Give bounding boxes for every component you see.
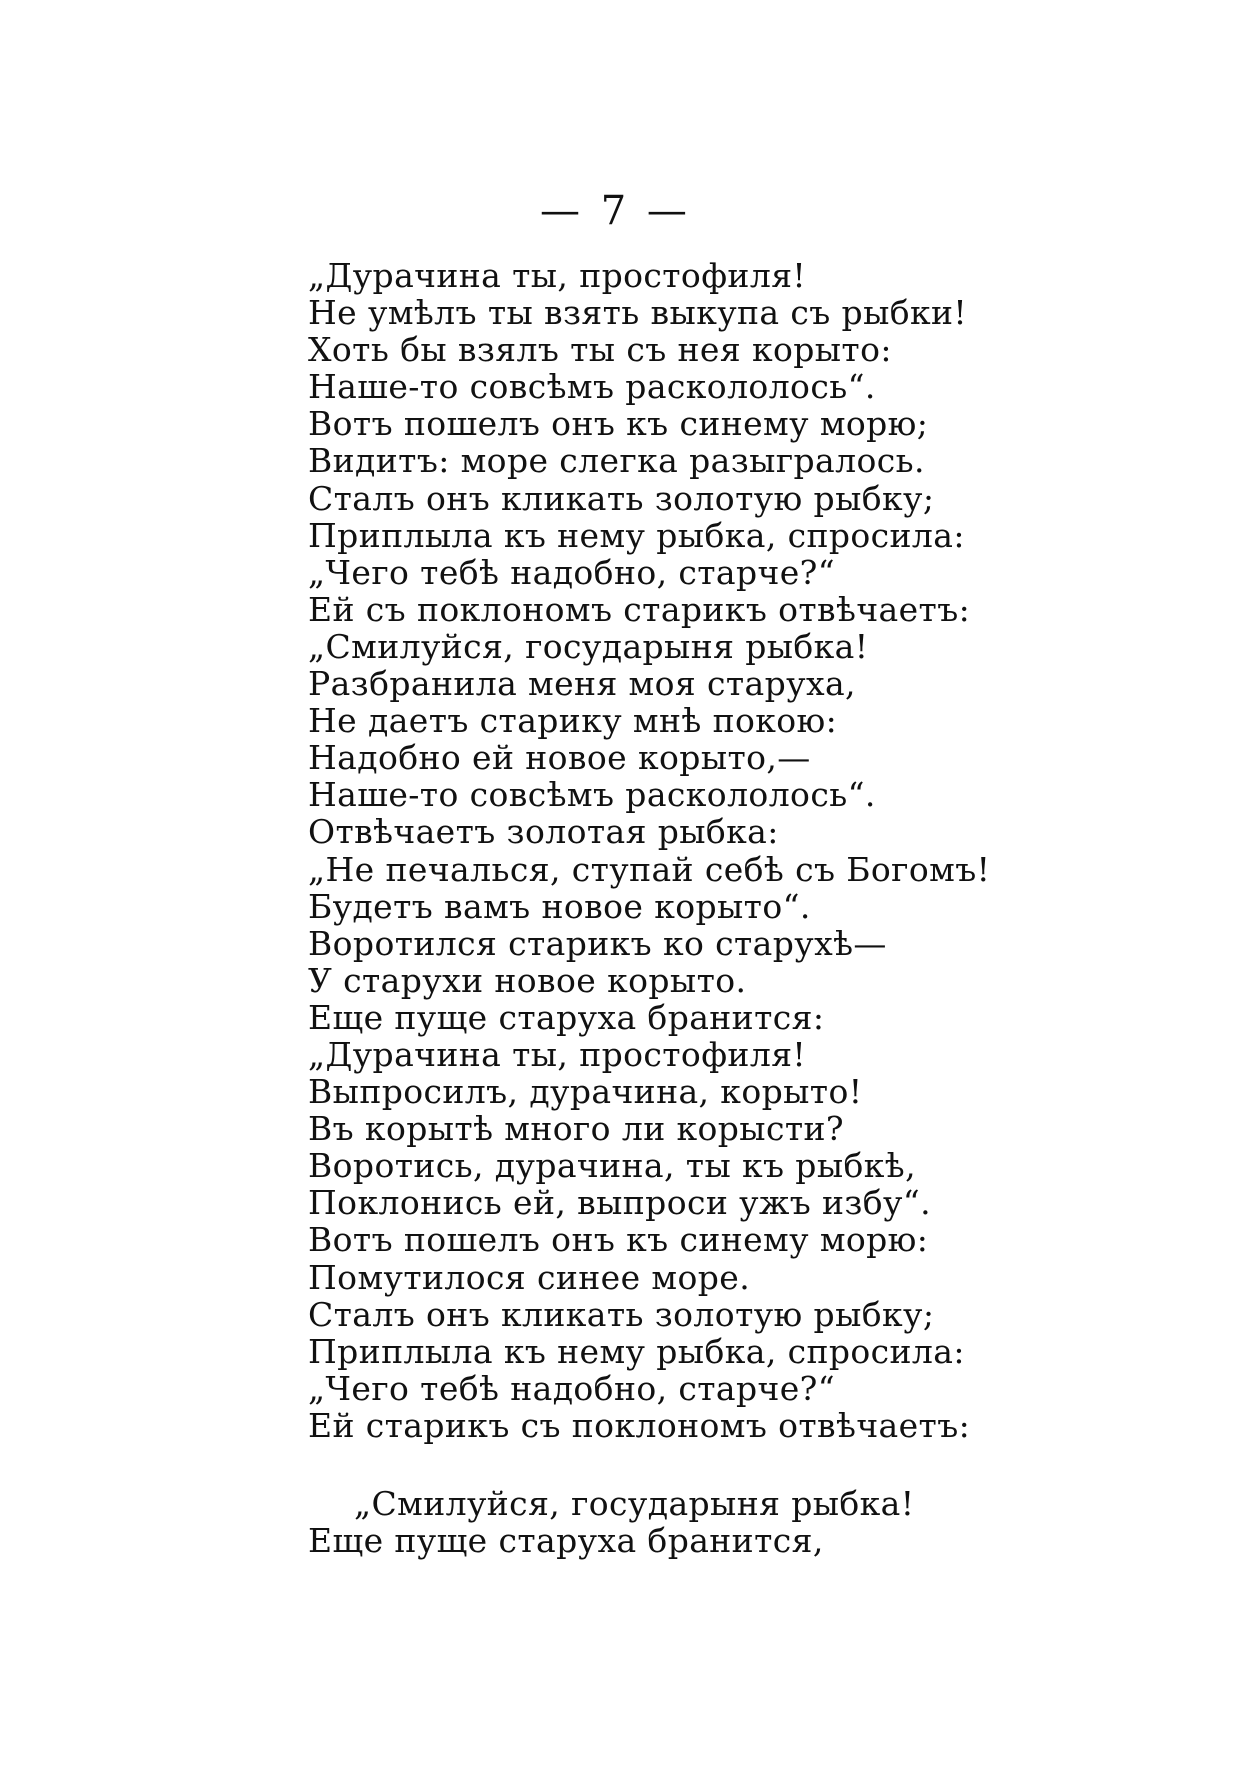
verse-line: Приплыла къ нему рыбка, спросила: <box>308 515 965 555</box>
verse-line: „Дурачина ты, простофиля! <box>308 1034 807 1074</box>
verse-line: Будетъ вамъ новое корыто“. <box>308 886 811 926</box>
verse-line: Сталъ онъ кликать золотую рыбку; <box>308 478 935 518</box>
verse-line: Отвѣчаетъ золотая рыбка: <box>308 812 779 852</box>
verse-line: У старухи новое корыто. <box>308 960 747 1000</box>
verse-stanza-1 <box>308 257 990 1444</box>
verse-line: Наше-то совсѣмъ раскололось“. <box>308 367 876 407</box>
verse-line: Надобно ей новое корыто,— <box>308 738 811 778</box>
verse-line: Сталъ онъ кликать золотую рыбку; <box>308 1294 935 1334</box>
verse-line: Наше-то совсѣмъ раскололось“. <box>308 775 876 815</box>
verse-line: Вотъ пошелъ онъ къ синему морю; <box>308 404 929 444</box>
verse-line: Еще пуще старуха бранится: <box>308 997 825 1037</box>
verse-line: Еще пуще старуха бранится, <box>308 1521 824 1561</box>
verse-line: Приплыла къ нему рыбка, спросила: <box>308 1331 965 1371</box>
verse-line: Видитъ: море слегка разыгралось. <box>308 441 925 481</box>
verse-line: Не даетъ старику мнѣ покою: <box>308 701 838 741</box>
verse-line: Ей съ поклономъ старикъ отвѣчаетъ: <box>308 589 971 629</box>
verse-line: Хоть бы взялъ ты съ нея корыто: <box>308 330 892 370</box>
verse-line: „Смилуйся, государыня рыбка! <box>354 1484 915 1523</box>
verse-stanza-2 <box>308 1485 914 1559</box>
verse-line: „Смилуйся, государыня рыбка! <box>308 626 869 666</box>
verse-line: Воротись, дурачина, ты къ рыбкѣ, <box>308 1146 916 1186</box>
page-number: — 7 — <box>540 188 691 234</box>
verse-line: Воротился старикъ ко старухѣ— <box>308 923 887 963</box>
verse-line: „Чего тебѣ надобно, старче?“ <box>308 1368 836 1408</box>
verse-line: Не умѣлъ ты взять выкупа съ рыбки! <box>308 293 968 333</box>
verse-line: „Чего тебѣ надобно, старче?“ <box>308 552 836 592</box>
verse-line: „Не печалься, ступай себѣ съ Богомъ! <box>308 849 991 889</box>
verse-line: Вотъ пошелъ онъ къ синему морю: <box>308 1220 929 1260</box>
verse-line: Помутилося синее море. <box>308 1257 751 1297</box>
verse-line: Въ корытѣ много ли корысти? <box>308 1109 844 1149</box>
verse-line: Выпросилъ, дурачина, корыто! <box>308 1072 863 1112</box>
verse-line: Ей старикъ съ поклономъ отвѣчаетъ: <box>308 1405 971 1445</box>
verse-line: Поклонись ей, выпроси ужъ избу“. <box>308 1183 932 1223</box>
verse-line: „Дурачина ты, простофиля! <box>308 256 807 295</box>
verse-line: Разбранила меня моя старуха, <box>308 664 856 704</box>
